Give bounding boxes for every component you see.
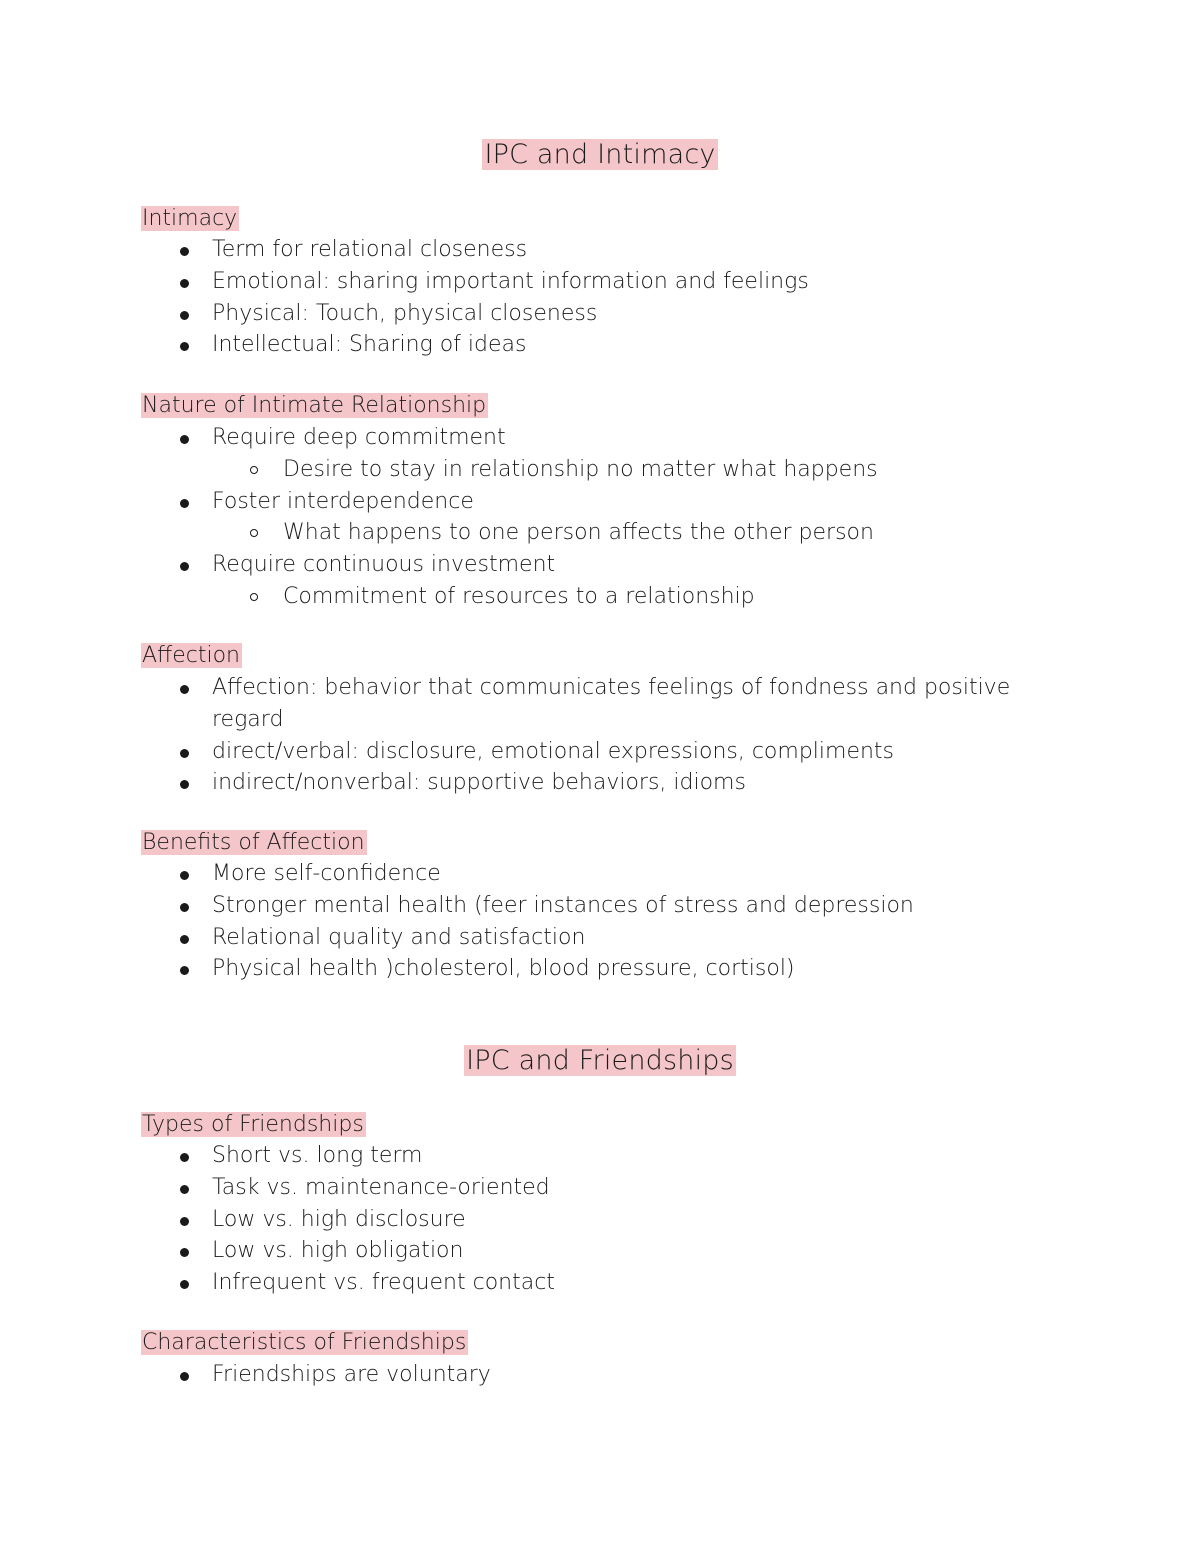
bullet-icon (180, 311, 189, 320)
list-item: Stronger mental health (feer instances of stress and depression (0, 890, 1200, 922)
list-item: Relational quality and satisfaction (0, 922, 1200, 954)
bullet-icon (180, 1185, 189, 1194)
bullet-icon (180, 562, 189, 571)
list-affection (0, 672, 1200, 799)
list-item: Term for relational closeness (0, 234, 1200, 266)
list-intimacy (0, 234, 1200, 361)
bullet-icon (180, 279, 189, 288)
bullet-icon (180, 342, 189, 351)
bullet-icon (180, 435, 189, 444)
list-item: Physical: Touch, physical closeness (0, 298, 1200, 330)
heading-types-of-friendships: Types of Friendships (142, 1112, 364, 1137)
list-item: Physical health )cholesterol, blood pressure, cortisol) (0, 953, 1200, 985)
bullet-icon (180, 1248, 189, 1257)
list-item: indirect/nonverbal: supportive behaviors, idioms (0, 767, 1200, 799)
list-item: Affection: behavior that communicates feelings of fondness and positive regard (0, 672, 1200, 736)
heading-characteristics-of-friendships: Characteristics of Friendships (142, 1330, 467, 1355)
section-title-intimacy: IPC and Intimacy (484, 139, 716, 170)
list-nature-of-intimate-relationship (0, 422, 1200, 613)
heading-affection: Affection (142, 643, 240, 668)
hollow-bullet-icon (250, 529, 258, 537)
list-item: direct/verbal: disclosure, emotional expressions, compliments (0, 736, 1200, 768)
bullet-icon (180, 780, 189, 789)
bullet-icon (180, 685, 189, 694)
list-subitem: Commitment of resources to a relationship (0, 581, 1200, 613)
list-item: Emotional: sharing important information and feelings (0, 266, 1200, 298)
list-item: Intellectual: Sharing of ideas (0, 329, 1200, 361)
list-types-of-friendships (0, 1140, 1200, 1299)
list-item: Short vs. long term (0, 1140, 1200, 1172)
section-title-friendships: IPC and Friendships (466, 1045, 734, 1076)
list-item: Foster interdependence (0, 486, 1200, 518)
heading-benefits-of-affection: Benefits of Affection (142, 830, 365, 855)
list-item: Infrequent vs. frequent contact (0, 1267, 1200, 1299)
bullet-icon (180, 1280, 189, 1289)
list-item: Require continuous investment (0, 549, 1200, 581)
list-subitem: What happens to one person affects the other person (0, 517, 1200, 549)
list-subitem: Desire to stay in relationship no matter what happens (0, 454, 1200, 486)
bullet-icon (180, 903, 189, 912)
bullet-icon (180, 935, 189, 944)
bullet-icon (180, 749, 189, 758)
bullet-icon (180, 871, 189, 880)
list-characteristics-of-friendships (0, 1359, 1200, 1391)
list-item: More self-confidence (0, 858, 1200, 890)
bullet-icon (180, 499, 189, 508)
list-item: Low vs. high disclosure (0, 1204, 1200, 1236)
list-item: Task vs. maintenance-oriented (0, 1172, 1200, 1204)
bullet-icon (180, 1372, 189, 1381)
heading-nature-of-intimate-relationship: Nature of Intimate Relationship (142, 393, 487, 418)
hollow-bullet-icon (250, 593, 258, 601)
bullet-icon (180, 966, 189, 975)
bullet-icon (180, 1153, 189, 1162)
bullet-icon (180, 1217, 189, 1226)
hollow-bullet-icon (250, 466, 258, 474)
list-item: Require deep commitment (0, 422, 1200, 454)
list-item: Friendships are voluntary (0, 1359, 1200, 1391)
heading-intimacy: Intimacy (142, 206, 238, 231)
bullet-icon (180, 247, 189, 256)
list-benefits-of-affection (0, 858, 1200, 985)
list-item: Low vs. high obligation (0, 1235, 1200, 1267)
